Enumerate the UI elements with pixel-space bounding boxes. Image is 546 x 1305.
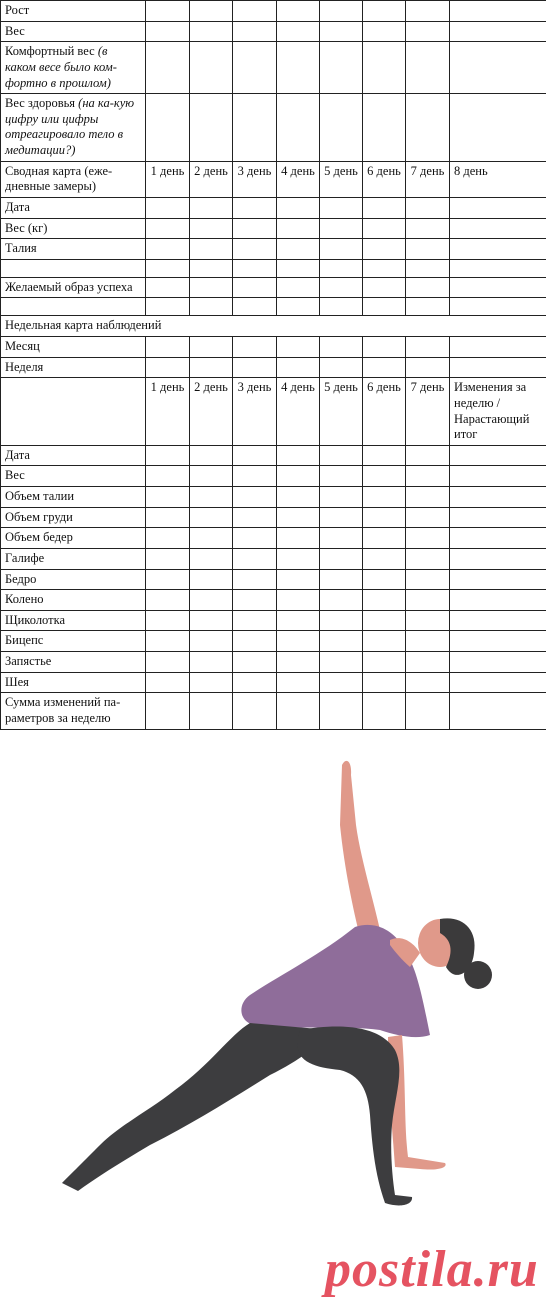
- empty-cell: [406, 528, 450, 549]
- row-label: Объем груди: [1, 507, 146, 528]
- empty-cell: [233, 590, 277, 611]
- empty-cell: [233, 548, 277, 569]
- empty-cell: [363, 1, 406, 22]
- empty-cell: [277, 528, 320, 549]
- empty-cell: [450, 507, 546, 528]
- empty-cell: [450, 548, 546, 569]
- day8-header: 8 день: [450, 161, 546, 197]
- empty-cell: [190, 42, 233, 94]
- empty-cell: [277, 197, 320, 218]
- day-header: 3 день: [233, 378, 277, 446]
- empty-cell: [277, 652, 320, 673]
- row-label: Сумма изменений па-раметров за неделю: [1, 693, 146, 729]
- empty-cell: [450, 21, 546, 42]
- row-label: Объем талии: [1, 487, 146, 508]
- row-label-text: Рост: [5, 3, 30, 17]
- empty-cell: [190, 569, 233, 590]
- empty-cell: [320, 42, 363, 94]
- summary-header-row: [1, 161, 546, 197]
- empty-cell: [190, 239, 233, 260]
- empty-cell: [450, 631, 546, 652]
- empty-cell: [233, 197, 277, 218]
- empty-cell: [146, 569, 190, 590]
- empty-cell: [320, 337, 363, 358]
- hair-bun: [464, 961, 492, 989]
- empty-cell: [146, 298, 190, 316]
- empty-cell: [277, 1, 320, 22]
- day-header: 7 день: [406, 161, 450, 197]
- table-row: [1, 218, 546, 239]
- empty-cell: [363, 466, 406, 487]
- empty-cell: [233, 507, 277, 528]
- weekly-title-row: [1, 316, 546, 337]
- empty-cell: [363, 445, 406, 466]
- empty-cell: [146, 277, 190, 298]
- empty-cell: [406, 21, 450, 42]
- day-header: 2 день: [190, 378, 233, 446]
- empty-cell: [320, 507, 363, 528]
- empty-cell: [277, 277, 320, 298]
- empty-cell: [190, 652, 233, 673]
- empty-cell: [320, 259, 363, 277]
- empty-cell: [190, 357, 233, 378]
- empty-cell: [320, 487, 363, 508]
- table-row: [1, 357, 546, 378]
- empty-cell: [277, 259, 320, 277]
- empty-cell: [320, 357, 363, 378]
- empty-cell: [320, 298, 363, 316]
- empty-cell: [190, 548, 233, 569]
- empty-cell: [406, 652, 450, 673]
- empty-cell: [233, 42, 277, 94]
- table-row: [1, 197, 546, 218]
- empty-cell: [233, 21, 277, 42]
- empty-cell: [406, 94, 450, 162]
- empty-cell: [146, 94, 190, 162]
- empty-cell: [277, 610, 320, 631]
- empty-cell: [406, 42, 450, 94]
- row-label: [1, 298, 146, 316]
- empty-cell: [190, 507, 233, 528]
- empty-cell: [146, 21, 190, 42]
- empty-cell: [320, 672, 363, 693]
- row-label: Вес (кг): [1, 218, 146, 239]
- table-row: [1, 337, 546, 358]
- table-row: [1, 487, 546, 508]
- table-row: [1, 590, 546, 611]
- empty-cell: [406, 610, 450, 631]
- empty-cell: [363, 277, 406, 298]
- row-label-text: Комфортный вес: [5, 44, 95, 59]
- empty-cell: [450, 42, 546, 94]
- empty-cell: [450, 357, 546, 378]
- empty-cell: [450, 528, 546, 549]
- empty-cell: [146, 631, 190, 652]
- weekly-header-row: [1, 378, 546, 446]
- empty-cell: [233, 298, 277, 316]
- empty-cell: [406, 357, 450, 378]
- row-label: Месяц: [1, 337, 146, 358]
- empty-cell: [146, 218, 190, 239]
- empty-cell: [1, 378, 146, 446]
- table-row: [1, 445, 546, 466]
- empty-cell: [450, 445, 546, 466]
- empty-cell: [320, 277, 363, 298]
- empty-cell: [146, 548, 190, 569]
- empty-cell: [233, 487, 277, 508]
- empty-cell: [320, 218, 363, 239]
- empty-cell: [146, 672, 190, 693]
- raised-arm: [340, 761, 380, 937]
- row-label: Колено: [1, 590, 146, 611]
- empty-cell: [406, 445, 450, 466]
- empty-cell: [406, 507, 450, 528]
- row-note: (в каком весе было ком-фортно в прошлом): [5, 44, 117, 90]
- empty-cell: [146, 507, 190, 528]
- empty-cell: [233, 672, 277, 693]
- empty-cell: [190, 94, 233, 162]
- row-label: [1, 21, 146, 42]
- row-label: Дата: [1, 445, 146, 466]
- empty-cell: [406, 298, 450, 316]
- yoga-illustration: [0, 705, 546, 1305]
- day-header: 7 день: [406, 378, 450, 446]
- empty-cell: [450, 569, 546, 590]
- empty-cell: [363, 528, 406, 549]
- empty-cell: [277, 507, 320, 528]
- empty-cell: [363, 197, 406, 218]
- empty-cell: [190, 631, 233, 652]
- empty-cell: [450, 610, 546, 631]
- empty-cell: [146, 197, 190, 218]
- empty-cell: [363, 218, 406, 239]
- empty-cell: [406, 569, 450, 590]
- empty-cell: [190, 466, 233, 487]
- empty-cell: [406, 548, 450, 569]
- empty-cell: [450, 218, 546, 239]
- table-row: [1, 631, 546, 652]
- day-header: 4 день: [277, 378, 320, 446]
- empty-cell: [363, 337, 406, 358]
- row-label: Запястье: [1, 652, 146, 673]
- empty-cell: [233, 466, 277, 487]
- empty-cell: [233, 239, 277, 260]
- empty-cell: [277, 445, 320, 466]
- day-header: 4 день: [277, 161, 320, 197]
- empty-cell: [406, 1, 450, 22]
- empty-cell: [450, 239, 546, 260]
- empty-cell: [146, 357, 190, 378]
- table-row: [1, 259, 546, 277]
- empty-cell: [233, 357, 277, 378]
- empty-cell: [406, 197, 450, 218]
- row-label: [1, 1, 146, 22]
- empty-cell: [363, 357, 406, 378]
- empty-cell: [146, 42, 190, 94]
- empty-cell: [363, 590, 406, 611]
- table-row: [1, 610, 546, 631]
- empty-cell: [320, 445, 363, 466]
- empty-cell: [146, 528, 190, 549]
- empty-cell: [146, 652, 190, 673]
- empty-cell: [190, 1, 233, 22]
- empty-cell: [450, 590, 546, 611]
- empty-cell: [190, 277, 233, 298]
- empty-cell: [233, 337, 277, 358]
- empty-cell: [406, 466, 450, 487]
- empty-cell: [363, 548, 406, 569]
- empty-cell: [146, 337, 190, 358]
- empty-cell: [277, 672, 320, 693]
- empty-cell: [146, 610, 190, 631]
- empty-cell: [233, 259, 277, 277]
- table-row: [1, 672, 546, 693]
- empty-cell: [277, 569, 320, 590]
- table-row: [1, 466, 546, 487]
- empty-cell: [450, 487, 546, 508]
- watermark-logo: postila.ru: [325, 1241, 539, 1298]
- table-row: [1, 42, 546, 94]
- empty-cell: [320, 1, 363, 22]
- empty-cell: [406, 337, 450, 358]
- row-label: Щиколотка: [1, 610, 146, 631]
- empty-cell: [233, 94, 277, 162]
- empty-cell: [277, 21, 320, 42]
- empty-cell: [320, 590, 363, 611]
- empty-cell: [233, 631, 277, 652]
- table-row: [1, 652, 546, 673]
- empty-cell: [406, 590, 450, 611]
- empty-cell: [190, 672, 233, 693]
- empty-cell: [363, 631, 406, 652]
- empty-cell: [363, 569, 406, 590]
- empty-cell: [146, 259, 190, 277]
- day-header: 1 день: [146, 161, 190, 197]
- row-label: Неделя: [1, 357, 146, 378]
- row-label: Бедро: [1, 569, 146, 590]
- row-label: Галифе: [1, 548, 146, 569]
- table-row: [1, 507, 546, 528]
- row-label-text: Вес здоровья: [5, 96, 76, 111]
- empty-cell: [363, 298, 406, 316]
- day-header: 2 день: [190, 161, 233, 197]
- day-header: 1 день: [146, 378, 190, 446]
- empty-cell: [190, 218, 233, 239]
- empty-cell: [190, 445, 233, 466]
- empty-cell: [320, 528, 363, 549]
- weekly-title: Недельная карта наблюдений: [1, 316, 546, 337]
- empty-cell: [190, 528, 233, 549]
- empty-cell: [363, 507, 406, 528]
- row-label: Объем бедер: [1, 528, 146, 549]
- table-row: [1, 239, 546, 260]
- empty-cell: [363, 42, 406, 94]
- day-header: 3 день: [233, 161, 277, 197]
- empty-cell: [450, 337, 546, 358]
- empty-cell: [406, 218, 450, 239]
- empty-cell: [320, 466, 363, 487]
- empty-cell: [450, 94, 546, 162]
- empty-cell: [277, 548, 320, 569]
- empty-cell: [233, 610, 277, 631]
- empty-cell: [277, 631, 320, 652]
- row-label: [1, 42, 146, 94]
- empty-cell: [363, 610, 406, 631]
- empty-cell: [233, 652, 277, 673]
- empty-cell: [277, 487, 320, 508]
- row-note: (на ка-кую цифру или цифры отреагировало тело в медитации?): [5, 96, 135, 157]
- table-row: [1, 1, 546, 22]
- empty-cell: [363, 21, 406, 42]
- empty-cell: [406, 631, 450, 652]
- empty-cell: [363, 239, 406, 260]
- empty-cell: [320, 569, 363, 590]
- empty-cell: [233, 445, 277, 466]
- empty-cell: [190, 259, 233, 277]
- row-label: [1, 94, 146, 162]
- back-leg: [62, 1023, 330, 1191]
- empty-cell: [450, 197, 546, 218]
- row-label: Талия: [1, 239, 146, 260]
- empty-cell: [277, 590, 320, 611]
- empty-cell: [146, 445, 190, 466]
- empty-cell: [277, 239, 320, 260]
- row-label-text: Вес: [5, 23, 25, 38]
- empty-cell: [233, 1, 277, 22]
- empty-cell: [320, 652, 363, 673]
- empty-cell: [406, 672, 450, 693]
- empty-cell: [450, 466, 546, 487]
- empty-cell: [190, 298, 233, 316]
- row-label: Желаемый образ успеха: [1, 277, 146, 298]
- empty-cell: [233, 569, 277, 590]
- empty-cell: [450, 652, 546, 673]
- empty-cell: [233, 528, 277, 549]
- empty-cell: [146, 466, 190, 487]
- empty-cell: [450, 277, 546, 298]
- empty-cell: [450, 672, 546, 693]
- empty-cell: [146, 1, 190, 22]
- table-row: [1, 548, 546, 569]
- empty-cell: [190, 487, 233, 508]
- empty-cell: [450, 1, 546, 22]
- empty-cell: [146, 590, 190, 611]
- empty-cell: [320, 631, 363, 652]
- empty-cell: [320, 548, 363, 569]
- empty-cell: [320, 239, 363, 260]
- empty-cell: [277, 298, 320, 316]
- empty-cell: [277, 337, 320, 358]
- row-label: Шея: [1, 672, 146, 693]
- empty-cell: [233, 218, 277, 239]
- row-label: Бицепс: [1, 631, 146, 652]
- empty-cell: [277, 94, 320, 162]
- empty-cell: [363, 259, 406, 277]
- empty-cell: [190, 610, 233, 631]
- empty-cell: [450, 259, 546, 277]
- empty-cell: [190, 590, 233, 611]
- row-label: Вес: [1, 466, 146, 487]
- table-row: [1, 277, 546, 298]
- empty-cell: [277, 357, 320, 378]
- empty-cell: [320, 21, 363, 42]
- empty-cell: [233, 277, 277, 298]
- empty-cell: [450, 298, 546, 316]
- row-label: Дата: [1, 197, 146, 218]
- empty-cell: [190, 337, 233, 358]
- empty-cell: [363, 94, 406, 162]
- changes-header: Изменения за неделю / Нарастающий итог: [450, 378, 546, 446]
- table-row: [1, 528, 546, 549]
- empty-cell: [406, 259, 450, 277]
- empty-cell: [190, 197, 233, 218]
- table-row: [1, 298, 546, 316]
- empty-cell: [277, 218, 320, 239]
- empty-cell: [320, 197, 363, 218]
- empty-cell: [363, 487, 406, 508]
- empty-cell: [320, 610, 363, 631]
- empty-cell: [277, 466, 320, 487]
- day-header: 5 день: [320, 378, 363, 446]
- empty-cell: [277, 42, 320, 94]
- empty-cell: [320, 94, 363, 162]
- summary-label: Сводная карта (еже-дневные замеры): [1, 161, 146, 197]
- table-row: [1, 21, 546, 42]
- empty-cell: [406, 239, 450, 260]
- empty-cell: [146, 487, 190, 508]
- empty-cell: [406, 487, 450, 508]
- day-header: 6 день: [363, 161, 406, 197]
- row-label: [1, 259, 146, 277]
- table-row: [1, 569, 546, 590]
- day-header: 5 день: [320, 161, 363, 197]
- empty-cell: [190, 21, 233, 42]
- empty-cell: [406, 277, 450, 298]
- empty-cell: [363, 652, 406, 673]
- empty-cell: [363, 672, 406, 693]
- empty-cell: [146, 239, 190, 260]
- day-header: 6 день: [363, 378, 406, 446]
- table-row: [1, 94, 546, 162]
